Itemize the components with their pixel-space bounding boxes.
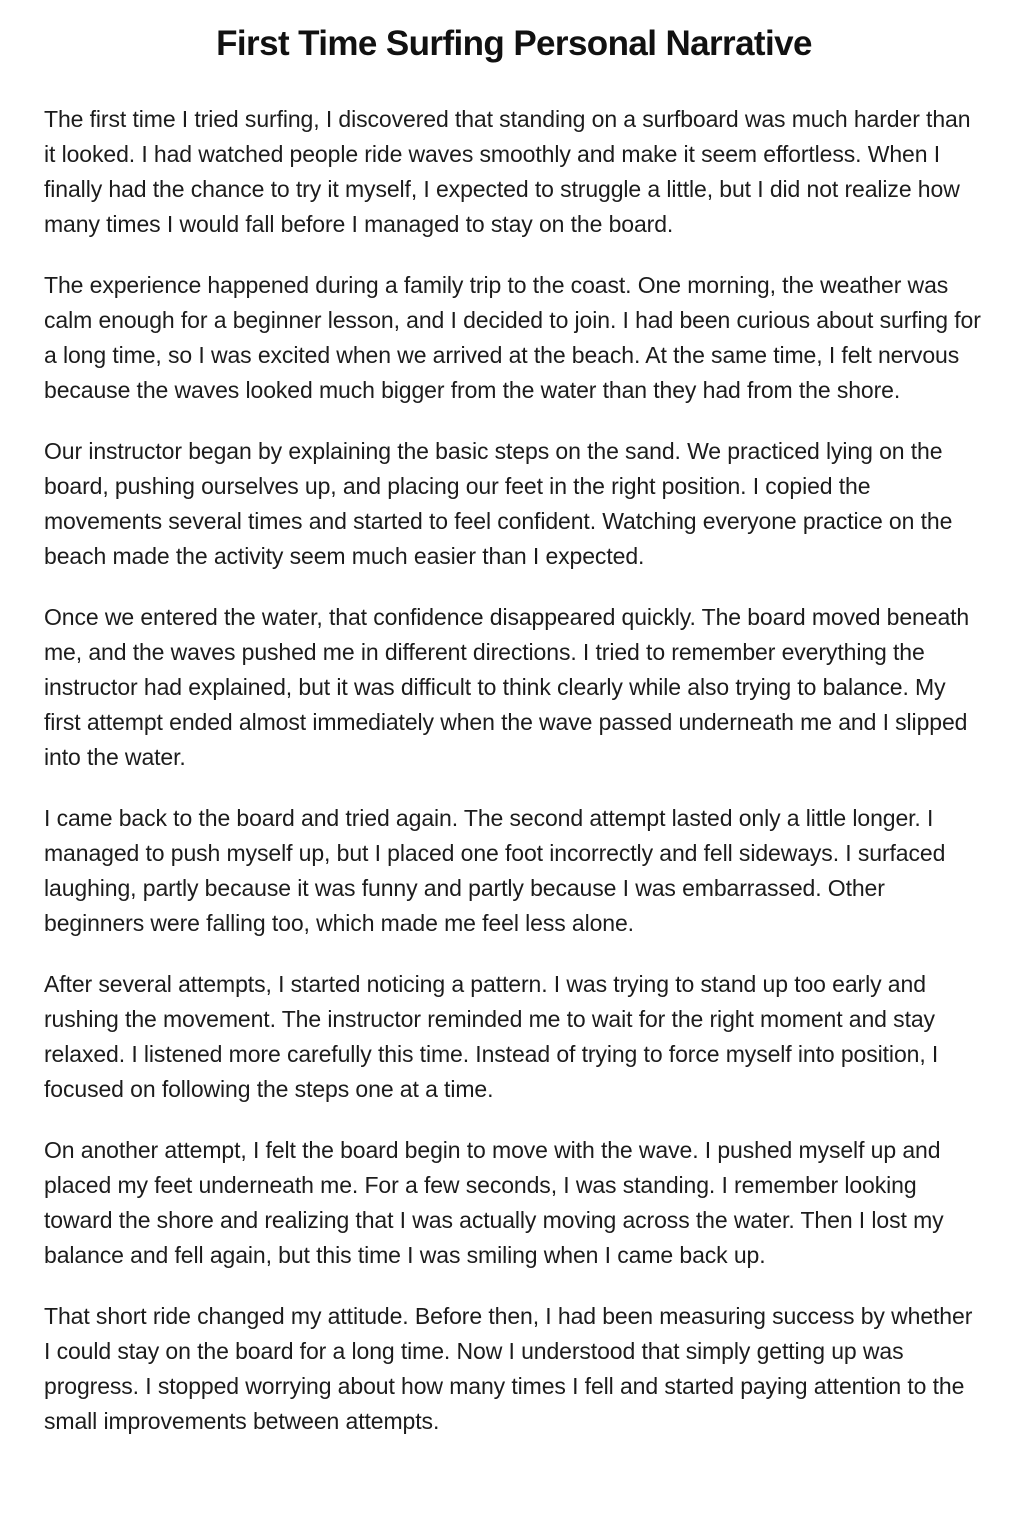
paragraph-4: Once we entered the water, that confidence disappeared quickly. The board moved beneath me, and the waves pushed me in different directions. I tried to remember everything the instructor had explained, but it was difficult to think clearly while also trying to balance. My first attempt ended almost immediately when the wave passed underneath me and I slipped into the water. [44, 604, 970, 770]
paragraph-2: The experience happened during a family trip to the coast. One morning, the weather was calm enough for a beginner lesson, and I decided to join. I had been curious about surfing for a long time, so I was excited when we arrived at the beach. At the same time, I felt nervous because the waves looked much bigger from the water than they had from the shore. [44, 272, 981, 403]
paragraph-3: Our instructor began by explaining the basic steps on the sand. We practiced lying on the board, pushing ourselves up, and placing our feet in the right position. I copied the movements several times and started to feel confident. Watching everyone practice on the beach made the activity seem much easier than I expected. [44, 438, 953, 569]
paragraph-7: On another attempt, I felt the board begin to move with the wave. I pushed myself up and placed my feet underneath me. For a few seconds, I was standing. I remember looking toward the shore and realizing that I was actually moving across the water. Then I lost my balance and fell again, but this time I was smiling when I came back up. [44, 1137, 944, 1268]
paragraph-6: After several attempts, I started noticing a pattern. I was trying to stand up too early and rushing the movement. The instructor reminded me to wait for the right moment and stay relaxed. I listened more carefully this time. Instead of trying to force myself into position, I focused on following the steps one at a time. [44, 971, 939, 1102]
narrative-body [44, 102, 984, 1439]
page-title: First Time Surfing Personal Narrative [216, 24, 812, 63]
paragraph-8: That short ride changed my attitude. Before then, I had been measuring success by whether I could stay on the board for a long time. Now I understood that simply getting up was progress. I stopped worrying about how many times I fell and started paying attention to the small improvements between attempts. [44, 1303, 973, 1434]
paragraph-5: I came back to the board and tried again. The second attempt lasted only a little longer. I managed to push myself up, but I placed one foot incorrectly and fell sideways. I surfaced laughing, partly because it was funny and partly because I was embarrassed. Other beginners were falling too, which made me feel less alone. [44, 805, 946, 936]
paragraph-1: The first time I tried surfing, I discovered that standing on a surfboard was much harder than it looked. I had watched people ride waves smoothly and make it seem effortless. When I finally had the chance to try it myself, I expected to struggle a little, but I did not realize how many times I would fall before I managed to stay on the board. [44, 106, 971, 237]
